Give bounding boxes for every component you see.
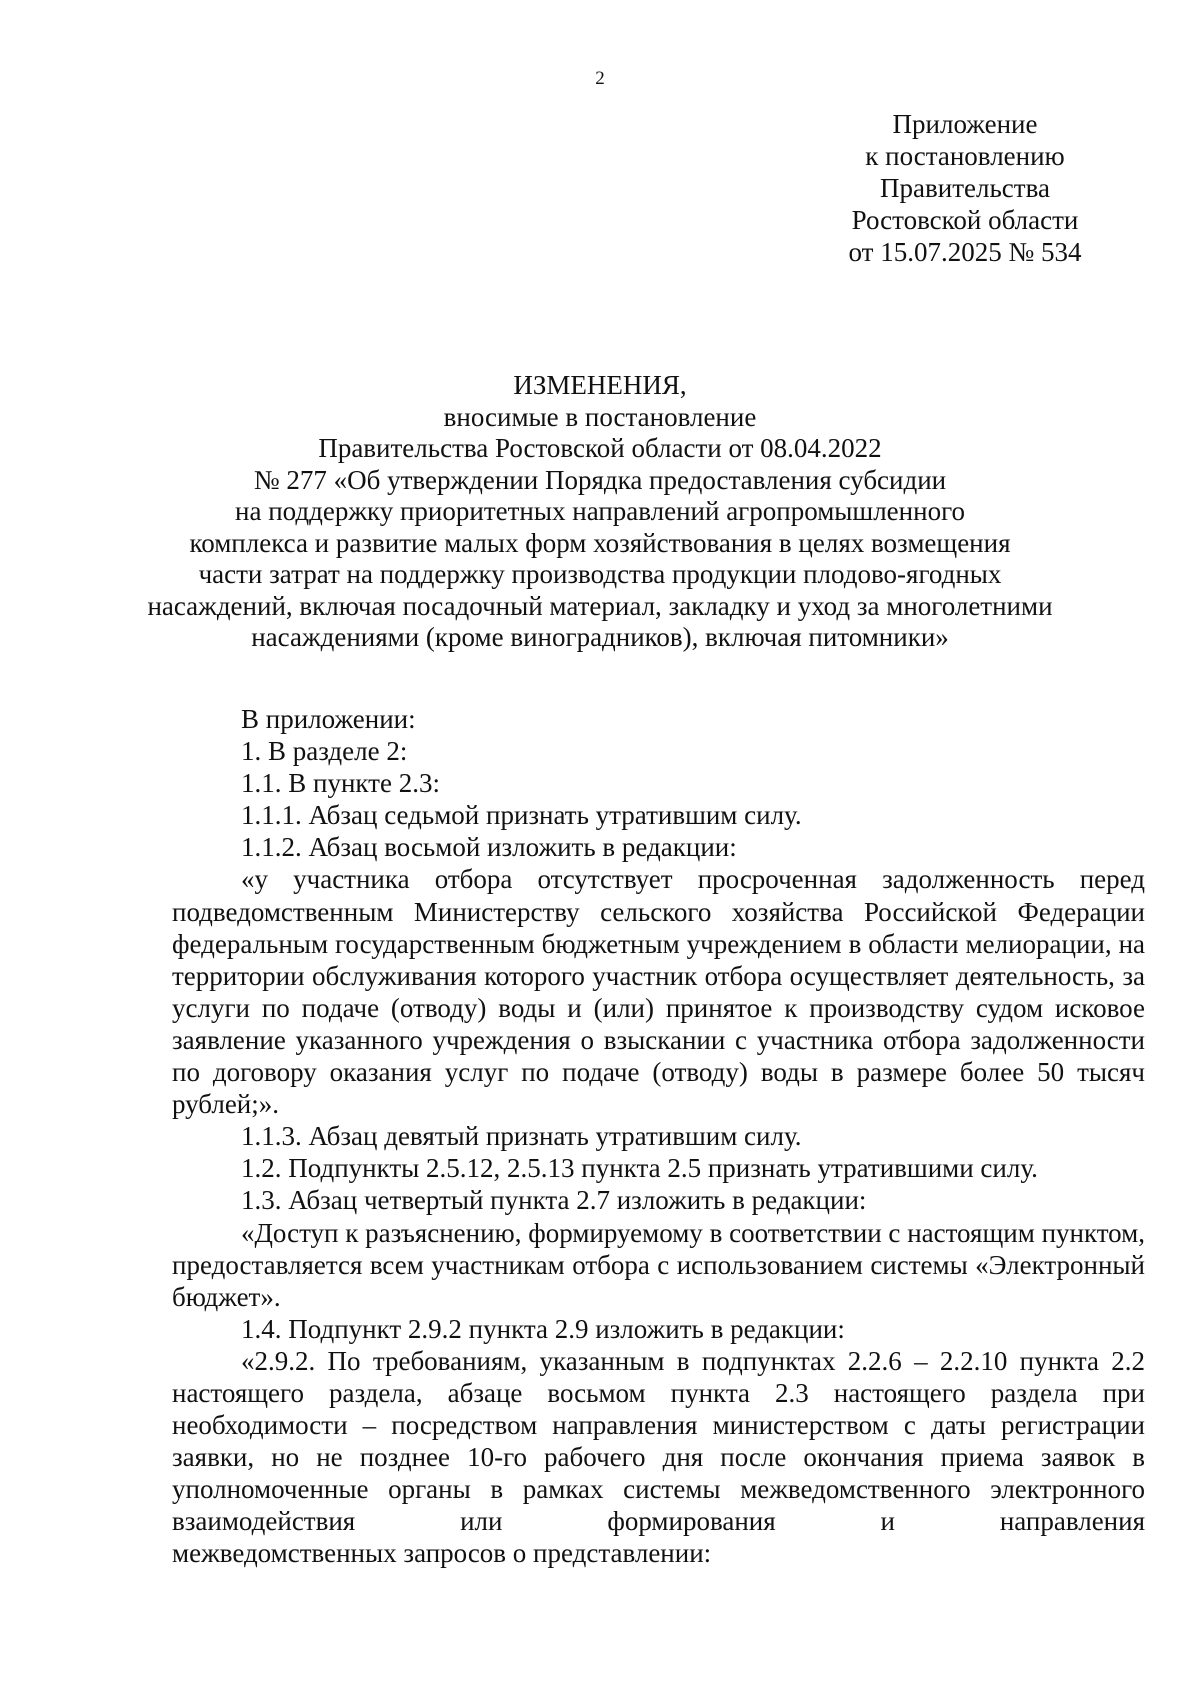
body-paragraph: «у участника отбора отсутствует просроченная задолженность перед подведомственным Министерству сельского хозяйства Российской Федерации федеральным государственным бюджетным учреждением в области мелиорации, на территории обслуживания которого участник отбора осуществляет деятельность, за услуги по подаче (отводу) воды и (или) принятое к производству судом исковое заявление указанного учреждения о взыскании с участника отбора задолженности по договору оказания услуг по подаче (отводу) воды в размере более 50 тысяч рублей;». [172,864,1145,1120]
appendix-line: от 15.07.2025 № 534 [848,237,1082,267]
appendix-line: к постановлению [865,141,1065,171]
document-title [0,370,1200,654]
body-paragraph: 1.1.3. Абзац девятый признать утратившим силу. [241,1121,802,1152]
document-body [172,703,1145,1570]
appendix-line: Правительства [880,173,1050,203]
body-paragraph: 1.2. Подпункты 2.5.12, 2.5.13 пункта 2.5 признать утратившими силу. [241,1153,1038,1184]
body-paragraph: 1.1.2. Абзац восьмой изложить в редакции: [241,832,737,863]
appendix-line: Ростовской области [851,205,1079,235]
title-line: вносимые в постановление [443,401,757,432]
body-paragraph: «Доступ к разъяснению, формируемому в соответствии с настоящим пунктом, предоставляется всем участникам отбора с использованием системы «Электронный бюджет». [172,1217,1145,1312]
title-line: части затрат на поддержку производства продукции плодово-ягодных [198,559,1002,589]
body-paragraph: 1.3. Абзац четвертый пункта 2.7 изложить в редакции: [241,1185,867,1216]
title-line: насаждениями (кроме виноградников), включая питомники» [251,622,949,652]
title-line: комплекса и развитие малых форм хозяйствования в целях возмещения [189,527,1011,558]
title-line: Правительства Ростовской области от 08.04.2022 [318,433,882,463]
appendix-block [815,108,1115,268]
body-paragraph: 1.1. В пункте 2.3: [241,768,440,799]
title-line: на поддержку приоритетных направлений агропромышленного [235,496,965,526]
body-paragraph-final-line: межведомственных запросов о представлении: [172,1538,712,1569]
title-line: № 277 «Об утверждении Порядка предоставления субсидии [253,464,947,495]
title-heading: ИЗМЕНЕНИЯ, [513,370,687,400]
body-paragraph: «2.9.2. По требованиям, указанным в подпунктах 2.2.6 – 2.2.10 пункта 2.2 настоящего раздела, абзаце восьмом пункта 2.3 настоящего раздела при необходимости – посредством направления министерством с даты регистрации заявки, но не позднее 10-го рабочего дня после окончания приема заявок в уполномоченные органы в рамках системы межведомственного электронного взаимодействия или формирования и направления [172,1345,1145,1537]
body-paragraph: 1. В разделе 2: [241,736,408,767]
title-line: насаждений, включая посадочный материал, закладку и уход за многолетними [147,590,1053,621]
page-number: 2 [595,68,605,89]
appendix-line: Приложение [892,109,1038,139]
body-paragraph: 1.4. Подпункт 2.9.2 пункта 2.9 изложить в редакции: [241,1313,845,1344]
body-paragraph: В приложении: [241,704,416,734]
body-paragraph: 1.1.1. Абзац седьмой признать утратившим силу. [241,800,802,831]
